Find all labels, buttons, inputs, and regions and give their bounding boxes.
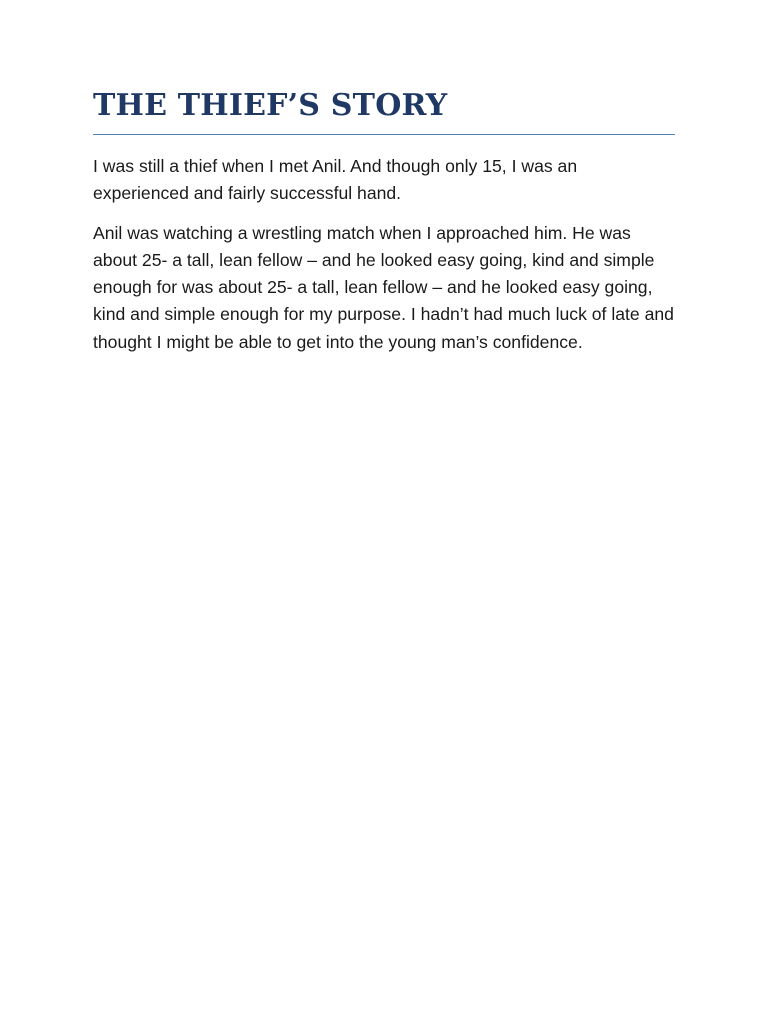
paragraph-2: Anil was watching a wrestling match when I approached him. He was about 25- a tall, lean fellow – and he looked easy going, kind and simple enough for was about 25- a tall, lean fellow – and he looked easy going, kind and simple enough for my purpose. I hadn’t had much luck of late and thought I might be able to get into the young man’s confidence. (93, 222, 674, 352)
paragraph-1: I was still a thief when I met Anil. And though only 15, I was an experienced and fairly successful hand. (93, 156, 578, 204)
document-title: THE THIEF’S STORY (93, 86, 675, 135)
document-page (93, 86, 675, 356)
